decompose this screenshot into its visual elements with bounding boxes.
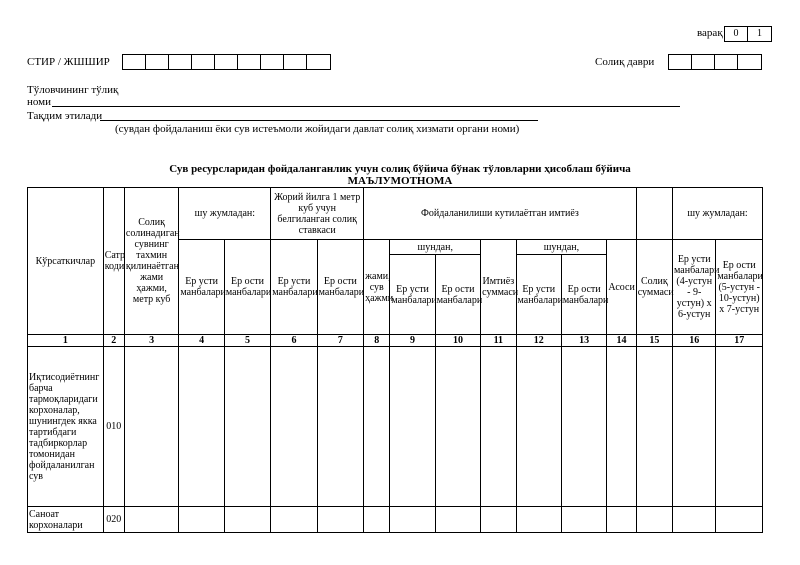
header-shundan-1: шундан,: [390, 240, 481, 255]
sheet-digit-2[interactable]: 1: [757, 28, 762, 39]
col-number: 7: [317, 335, 363, 347]
col-number: 11: [481, 335, 516, 347]
header-surface-formula: Ер усти манбалари (4-устун - 9-устун) х 6-устун: [673, 240, 716, 335]
col-number: 9: [390, 335, 435, 347]
stir-box[interactable]: [192, 55, 215, 69]
stir-box[interactable]: [307, 55, 330, 69]
col-number: 8: [364, 335, 390, 347]
header-surface-3: Ер усти манбалари: [390, 255, 435, 335]
header-exemptions: Фойдаланилиши кутилаётган имтиёз: [364, 188, 637, 240]
stir-label: СТИР / ЖШШИР: [27, 56, 110, 68]
data-cell[interactable]: [561, 507, 606, 533]
tax-period-label: Солиқ даври: [595, 56, 655, 68]
data-cell[interactable]: [716, 347, 763, 507]
data-cell[interactable]: [673, 347, 716, 507]
tax-period-boxes[interactable]: [668, 54, 762, 70]
col-number: 12: [516, 335, 561, 347]
sheet-label: варақ: [697, 27, 723, 39]
header-ground-formula: Ер ости манбалари (5-устун - 10-устун) х 7-устун: [716, 240, 763, 335]
doc-title-line2: МАЪЛУМОТНОМА: [347, 175, 453, 187]
stir-box[interactable]: [261, 55, 284, 69]
data-cell[interactable]: [179, 347, 224, 507]
data-cell[interactable]: [481, 507, 516, 533]
col-number: 10: [435, 335, 480, 347]
col-number: 15: [636, 335, 672, 347]
col-number: 14: [607, 335, 636, 347]
col-number: 6: [271, 335, 317, 347]
data-cell[interactable]: [716, 507, 763, 533]
row-code: 020: [103, 507, 124, 533]
stir-box[interactable]: [146, 55, 169, 69]
payer-name-label-1: Тўловчининг тўлиқ: [27, 84, 119, 96]
data-cell[interactable]: [124, 507, 179, 533]
data-cell[interactable]: [390, 507, 435, 533]
stir-input-boxes[interactable]: [122, 54, 331, 70]
header-ground-2: Ер ости манбалари: [317, 240, 363, 335]
data-cell[interactable]: [516, 347, 561, 507]
row-label: Саноат корхоналари: [28, 507, 104, 533]
submitted-to-note: (сувдан фойдаланиш ёки сув истеъмоли жойидаги давлат солиқ хизмати органи номи): [115, 123, 520, 135]
data-cell[interactable]: [364, 347, 390, 507]
submitted-to-label: Тақдим этилади: [27, 110, 103, 122]
header-of-which-2: шу жумладан:: [673, 188, 763, 240]
stir-box[interactable]: [123, 55, 146, 69]
tax-period-box[interactable]: [738, 55, 761, 69]
data-cell[interactable]: [271, 347, 317, 507]
data-cell[interactable]: [561, 347, 606, 507]
data-cell[interactable]: [673, 507, 716, 533]
data-cell[interactable]: [481, 347, 516, 507]
tax-period-box[interactable]: [669, 55, 692, 69]
data-cell[interactable]: [271, 507, 317, 533]
main-table: [27, 187, 763, 533]
col-number: 3: [124, 335, 179, 347]
header-rate: Жорий йилга 1 метр куб учун белгиланган солиқ ставкаси: [271, 188, 364, 240]
data-cell[interactable]: [179, 507, 224, 533]
header-ground-4: Ер ости манбалари: [561, 255, 606, 335]
data-cell[interactable]: [636, 347, 672, 507]
data-cell[interactable]: [224, 507, 270, 533]
stir-box[interactable]: [284, 55, 307, 69]
col-number: 1: [28, 335, 104, 347]
header-ground-3: Ер ости манбалари: [435, 255, 480, 335]
col-number: 17: [716, 335, 763, 347]
stir-box[interactable]: [215, 55, 238, 69]
col-number: 13: [561, 335, 606, 347]
data-cell[interactable]: [224, 347, 270, 507]
data-cell[interactable]: [317, 347, 363, 507]
data-cell[interactable]: [124, 347, 179, 507]
header-tax-sum: Солиқ суммаси: [636, 240, 672, 335]
stir-box[interactable]: [169, 55, 192, 69]
data-cell[interactable]: [435, 507, 480, 533]
header-of-which-1: шу жумладан:: [179, 188, 271, 240]
header-total-volume: жами, сув ҳажми: [364, 240, 390, 335]
payer-name-label-2: номи: [27, 96, 52, 108]
row-label: Иқтисодиётнинг барча тармоқларидаги корхоналар, шунингдек якка тартибдаги тадбиркорлар томонидан фойдаланилган сув: [28, 347, 104, 507]
header-surface-4: Ер усти манбалари: [516, 255, 561, 335]
col-number: 2: [103, 335, 124, 347]
table-row: [28, 347, 763, 507]
sheet-digit-1[interactable]: 0: [725, 27, 748, 41]
payer-name-line[interactable]: [52, 106, 680, 107]
header-exempt-sum: Имтиёз суммаси: [481, 240, 516, 335]
tax-period-box[interactable]: [692, 55, 715, 69]
row-code: 010: [103, 347, 124, 507]
header-surface-2: Ер усти манбалари: [271, 240, 317, 335]
data-cell[interactable]: [607, 347, 636, 507]
header-basis: Асоси: [607, 240, 636, 335]
data-cell[interactable]: [317, 507, 363, 533]
col-number: 4: [179, 335, 224, 347]
header-surface-1: Ер усти манбалари: [179, 240, 224, 335]
header-indicators: Кўрсаткичлар: [28, 188, 104, 335]
tax-period-box[interactable]: [715, 55, 738, 69]
col-number: 16: [673, 335, 716, 347]
data-cell[interactable]: [516, 507, 561, 533]
header-shundan-2: шундан,: [516, 240, 607, 255]
doc-title-line1: Сув ресурсларидан фойдаланганлик учун солиқ бўйича бўнак тўловларни ҳисоблаш бўйича: [169, 163, 631, 175]
header-ground-1: Ер ости манбалари: [224, 240, 270, 335]
header-row-code: Сатр коди: [103, 188, 124, 335]
submitted-to-line[interactable]: [100, 120, 538, 121]
header-water-volume: Солиқ солинадиган сувнинг тахмин қилинаётган жами ҳажми, метр куб: [124, 188, 179, 335]
sheet-number-boxes[interactable]: [724, 26, 772, 42]
data-cell[interactable]: [607, 507, 636, 533]
data-cell[interactable]: [364, 507, 390, 533]
table-row: [28, 507, 763, 533]
header-tax-sum-top: [636, 188, 672, 240]
data-cell[interactable]: [390, 347, 435, 507]
data-cell[interactable]: [636, 507, 672, 533]
col-number: 5: [224, 335, 270, 347]
stir-box[interactable]: [238, 55, 261, 69]
data-cell[interactable]: [435, 347, 480, 507]
